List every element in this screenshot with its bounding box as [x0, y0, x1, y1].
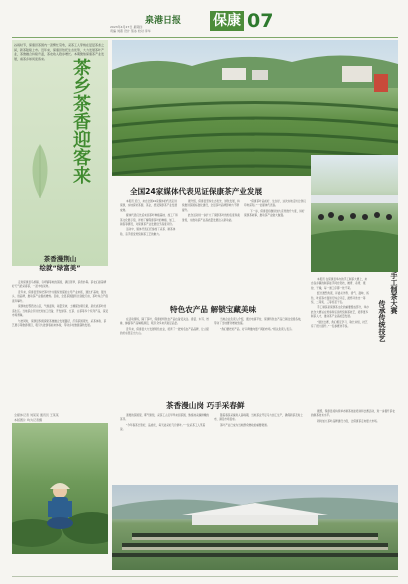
tea-event-illustration: [112, 485, 398, 570]
feature-title: 茶乡茶香迎客来: [70, 58, 91, 184]
right-article-title-1: 手工制茶大赛: [390, 272, 398, 314]
tea-picker-photo: [12, 423, 108, 554]
article2-col-b: [214, 318, 304, 333]
media-visit-photo: [311, 155, 398, 272]
article3-title: 茶香漫山岗 巧手采春鲜: [166, 401, 245, 410]
article3-col-b: [214, 414, 304, 429]
paragraph: 此次活动进一步扩大了保康茶叶的知名度和美誉度，为推动茶产业高质量发展注入新动能。: [182, 214, 240, 222]
right-article-bottom: [311, 410, 397, 425]
paragraph: “保康茶叶品质好、生态好，这次实地走访让我们印象深刻。”一位媒体代表说。: [244, 200, 306, 208]
paragraph: 经过激烈角逐，评委从外形、香气、滋味、汤色、叶底等方面进行综合评定，最终评选出一等奖、二等奖、三等奖若干名。: [311, 292, 369, 305]
paragraph: 走进保康县马桥镇、寺坪镇等地的茶园，满目苍翠，茶香扑鼻。茶农们趁着晴好天气抢采春茶，一派丰收景象。: [12, 281, 107, 289]
paragraph: 当地企业负责人介绍，通过电商平台，保康特色农产品已销往全国各地，带动了当地群众增收致富。: [214, 318, 303, 326]
masthead: 泉港日报: [145, 16, 182, 26]
article1-col-a: [120, 200, 178, 238]
media-visit-illustration: [311, 155, 398, 272]
page-number: 07: [247, 10, 274, 32]
section-label: 保康: [210, 11, 244, 31]
paragraph: 据介绍，保康县坚持生态优先、绿色发展，持续推进茶园标准化建设，全县茶叶品牌影响力不断提升。: [182, 200, 240, 212]
paragraph: 保康地处鄂西北山区，气候温和，雨量充沛，土壤富含硒元素，是优质茶叶的适生区。当地茶企引进先进加工设备，开发绿茶、红茶、白茶等多个系列产品，深受市场青睐。: [12, 305, 108, 318]
paragraph: 与此同时，保康县积极探索茶旅融合发展路径，打造茶园观光、采茶体验、茶艺展示等旅游项目，吸引大批游客前来体验，带动乡村旅游蓬勃发展。: [12, 319, 107, 328]
right-article-body: [311, 278, 369, 330]
tea-leaf-decoration: [25, 140, 55, 200]
header-divider: [12, 37, 398, 38]
right-article-title-2: 传承传统技艺: [378, 300, 386, 342]
left-headline-line2: 绘就“绿富美”: [39, 264, 81, 272]
byline-photo: 本版图片 均为记者摄: [14, 417, 42, 422]
paragraph: 下一步，保康县将继续加大宣传推介力度，讲好保康茶故事，推动茶产业做大做强。: [244, 209, 305, 218]
paragraph: 茶叶产业已成为当地群众增收的重要渠道。: [220, 423, 270, 427]
paragraph: 近年来，保康县坚持把茶叶作为脱贫致富的主导产业来抓，通过扩基地、强龙头、创品牌，推动茶产业提质增效。目前，全县茶园面积达到数万亩，茶叶综合产值逐年攀升。: [12, 291, 108, 303]
paragraph: 清晨的茶园里，雾气缭绕，采茶工人们早早来到茶园，熟练地采摘鲜嫩的茶芽。: [120, 414, 209, 422]
paragraph: 随着春茶采摘进入高峰期，当地茶企开足马力加工生产，确保新茶及时上市，满足市场需求。: [214, 414, 303, 422]
footer-divider: [12, 576, 398, 577]
article1-col-c: [244, 200, 306, 220]
article2-col-a: [120, 318, 210, 338]
paragraph: 手工制茶是保康茶文化的重要组成部分，举办此次大赛旨在传承和弘扬传统制茶技艺，培养更多制茶人才，推动茶产业高质量发展。: [311, 306, 369, 319]
paragraph: “通过比赛，我们相互学习、取长补短，技艺有了很大提升。”一名参赛选手说。: [311, 320, 368, 329]
paragraph: 活动中，媒体代表们还参加了采茶、制茶体验，亲手感受传统制茶工艺的魅力。: [120, 228, 176, 236]
tea-event-photo: [112, 485, 398, 570]
feature-intro: 谷雨时节，保康县茶园内一派繁忙景象，采茶工人穿梭在层层茶垄之间，新茶陆续上市。近年来，保康县依托生态优势，大力发展茶叶产业，茶旅融合持续升温，茶农收入稳步增长。本期聚焦保康茶产业发展，看茶乡如何迎客来。: [14, 43, 105, 61]
paragraph: “我们要把好产品、好口碑推向更广阔的市场。”相关负责人表示。: [220, 327, 295, 331]
tea-picker-illustration: [12, 423, 108, 554]
paragraph: 同时加大茶叶品牌建设力度，让保康茶走向更大市场。: [317, 419, 380, 423]
paragraph: 在活动现场，除了茶叶，保康的特色农产品也备受关注。香菇、木耳、核桃、蜂蜜等产品琳琅满目，吸引众多来宾驻足品尝。: [120, 318, 209, 326]
paragraph: 本报讯 近日，来自全国24家媒体的代表走进保康，实地探访茶园、茶企，感受保康茶产业发展成效。: [120, 200, 178, 212]
left-byline: [14, 413, 106, 422]
paragraph: 近年来，保康县大力发展特色农业，培育了一批知名农产品品牌，让山里的好东西走出大山。: [120, 327, 209, 336]
article3-col-a: [120, 414, 210, 434]
paragraph: 本报讯 在保康县举办的手工制茶大赛上，来自各乡镇的制茶能手同台竞技，摊青、杀青、揉捻、干燥，每一道工序都一丝不苟。: [311, 278, 368, 290]
header-editors: 责编 刘燕 设计 蔡冰 校对 李华: [110, 29, 151, 33]
left-article-body: [12, 281, 108, 330]
paragraph: 据悉，保康县将持续举办制茶技能培训和比赛活动，进一步提升茶农的制茶技术水平。: [311, 410, 395, 418]
byline-reporter: 全媒体记者 刘某某 通讯员 王某某: [14, 413, 59, 417]
article1-col-b: [182, 200, 240, 224]
article2-title: 特色农产品 解锁宝藏美味: [170, 305, 257, 314]
paragraph: 媒体代表们先后来到茶叶种植基地、加工厂和茶文化展示馆，详细了解保康茶叶的种植、加工、销售等情况，对保康茶产业发展给予高度评价。: [120, 214, 178, 227]
article1-title: 全国24家媒体代表见证保康茶产业发展: [130, 187, 263, 196]
paragraph: “今年春茶长势好，品质优，每天能采好几斤鲜叶。”一位采茶工人笑着说。: [120, 423, 206, 432]
left-headline-line1: 茶香漫荆山: [43, 255, 77, 263]
left-headline: [12, 255, 108, 273]
header-date: 2023年4月27日 星期四: [110, 25, 143, 29]
